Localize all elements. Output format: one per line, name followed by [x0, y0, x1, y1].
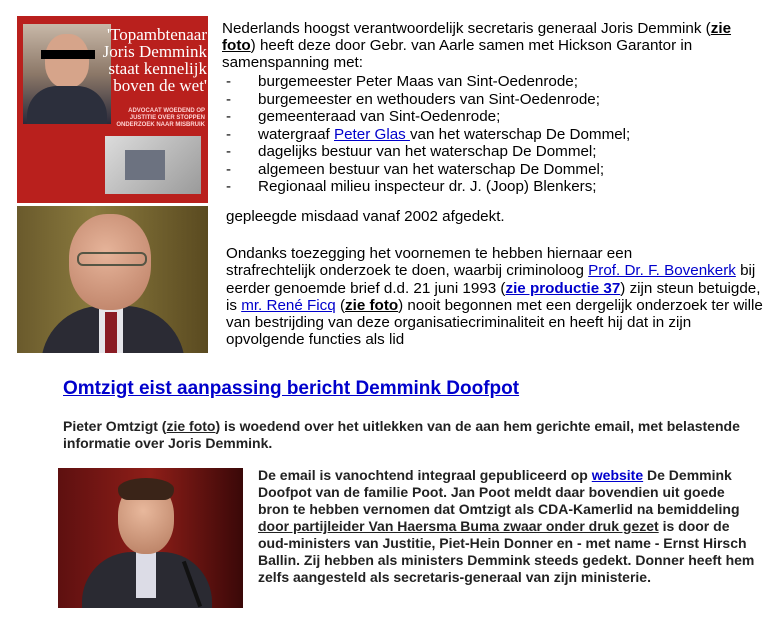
website-link[interactable]: website	[591, 467, 644, 483]
newspaper-inset-photo	[105, 136, 201, 194]
list-item: - dagelijks bestuur van het waterschap De Dommel;	[226, 143, 597, 160]
prof-bovenkerk-link[interactable]: Prof. Dr. F. Bovenkerk	[588, 262, 736, 280]
cover-up-sentence: gepleegde misdaad vanaf 2002 afgedekt.	[226, 208, 505, 225]
investigation-paragraph: Ondanks toezegging het voornemen te hebben hiernaar een strafrechtelijk onderzoek te doen, waarbij criminoloog Prof. Dr. F. Bovenkerk bij eerder genoemde brief d.d. 21 juni 1993 (zie productie 37) zijn steun betuigde, is mr. René Ficq (zie foto) nooit begonnen met een dergelijk onderzoek ter wille van bestrijding van deze organisatiecriminaliteit en heeft hij dat in zijn opvolgende functies als lid	[226, 245, 763, 349]
article-body: De email is vanochtend integraal gepubliceerd op website De Demmink Doofpot van de familie Poot. Jan Poot meldt daar bovendien uit goede bron te hebben vernomen dat Omtzigt als CDA-Kamerlid na bemiddeling door partijleider Van Haersma Buma zwaar onder druk gezet is door de oud-ministers van Justitie, Piet-Hein Donner en - met name - Ernst Hirsch Ballin. Zij hebben als ministers Demmink steeds gedekt. Donner heeft hem zelfs aangesteld als secretaris-generaal van zijn ministerie.	[258, 467, 755, 585]
list-item: - algemeen bestuur van het waterschap De Dommel;	[226, 160, 605, 178]
newspaper-clipping-image	[17, 16, 208, 203]
list-item: - gemeenteraad van Sint-Oedenrode;	[226, 108, 501, 125]
zie-productie-link[interactable]: zie productie 37	[505, 279, 621, 297]
list-item: - burgemeester en wethouders van Sint-Oedenrode;	[226, 90, 600, 108]
article-intro: Pieter Omtzigt (zie foto) is woedend over het uitlekken van de aan hem gerichte email, met belastende informatie over Joris Demmink.	[63, 418, 740, 451]
portrait-image-bovenkerk	[17, 206, 208, 353]
newspaper-banner: ADVOCAAT WOEDEND OP JUSTITIE OVER STOPPEN ONDERZOEK NAAR MISBRUIK	[116, 108, 205, 128]
peter-glas-link[interactable]: Peter Glas	[333, 125, 410, 143]
omtzigt-photo	[58, 468, 243, 608]
list-item: - Regionaal milieu inspecteur dr. J. (Joop) Blenkers;	[226, 178, 597, 195]
newspaper-headline: 'Topambtenaar Joris Demmink staat kennelijk boven de wet'	[102, 25, 207, 95]
article-title-link[interactable]: Omtzigt eist aanpassing bericht Demmink Doofpot	[63, 378, 520, 399]
newspaper-column	[21, 128, 101, 198]
list-item: - burgemeester Peter Maas van Sint-Oedenrode;	[226, 73, 578, 90]
rene-ficq-link[interactable]: mr. René Ficq	[241, 296, 336, 314]
zie-foto-link-2[interactable]: zie foto	[345, 296, 399, 314]
intro-paragraph: Nederlands hoogst verantwoordelijk secretaris generaal Joris Demmink (zie foto) heeft deze door Gebr. van Aarle samen met Hickson Garantor in samenspanning met:	[222, 20, 732, 71]
buma-pressure-link[interactable]: door partijleider Van Haersma Buma zwaar onder druk gezet	[258, 518, 659, 534]
zie-foto-link[interactable]: zie foto	[222, 20, 732, 54]
list-item: - watergraaf Peter Glas van het waterschap De Dommel;	[226, 125, 631, 143]
conspirator-list	[226, 73, 766, 196]
zie-foto-omtzigt-link[interactable]: zie foto	[166, 418, 216, 434]
